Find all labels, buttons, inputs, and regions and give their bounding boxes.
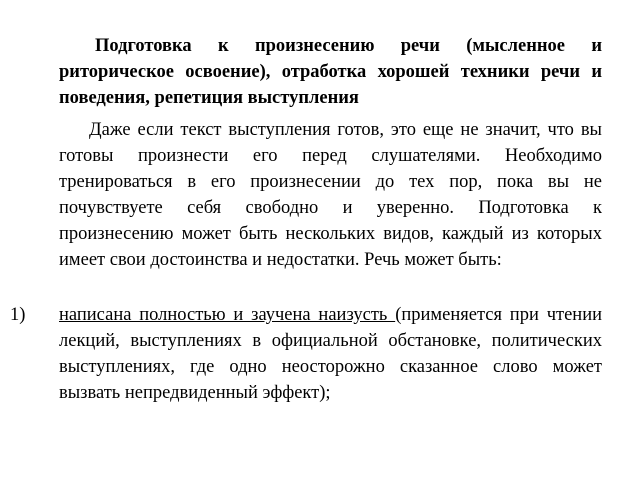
slide-heading: Подготовка к произнесению речи (мысленное и риторическое освоение), отработка хорошей техники речи и поведения, репетиция выступления <box>59 36 602 108</box>
slide-content <box>59 33 602 273</box>
numbered-list <box>10 302 602 406</box>
body-paragraph: Даже если текст выступления готов, это еще не значит, что вы готовы произнести его перед слушателями. Необходимо тренироваться в его произнесении до тех пор, пока вы не почувствуете себя свободно и уверенно. Подготовка к произнесению может быть нескольких видов, каждый из которых имеет свои достоинства и недостатки. Речь может быть: <box>59 120 602 270</box>
list-item-underlined-text: написана полностью и заучена наизусть <box>59 305 396 325</box>
list-item-text: (применяется при чтении лекций, выступлениях в официальной обстановке, политических выступлениях, где одно неосторожно сказанное слово может вызвать непредвиденный эффект); <box>59 305 602 403</box>
list-item <box>10 302 602 406</box>
list-marker: 1) <box>10 305 26 325</box>
